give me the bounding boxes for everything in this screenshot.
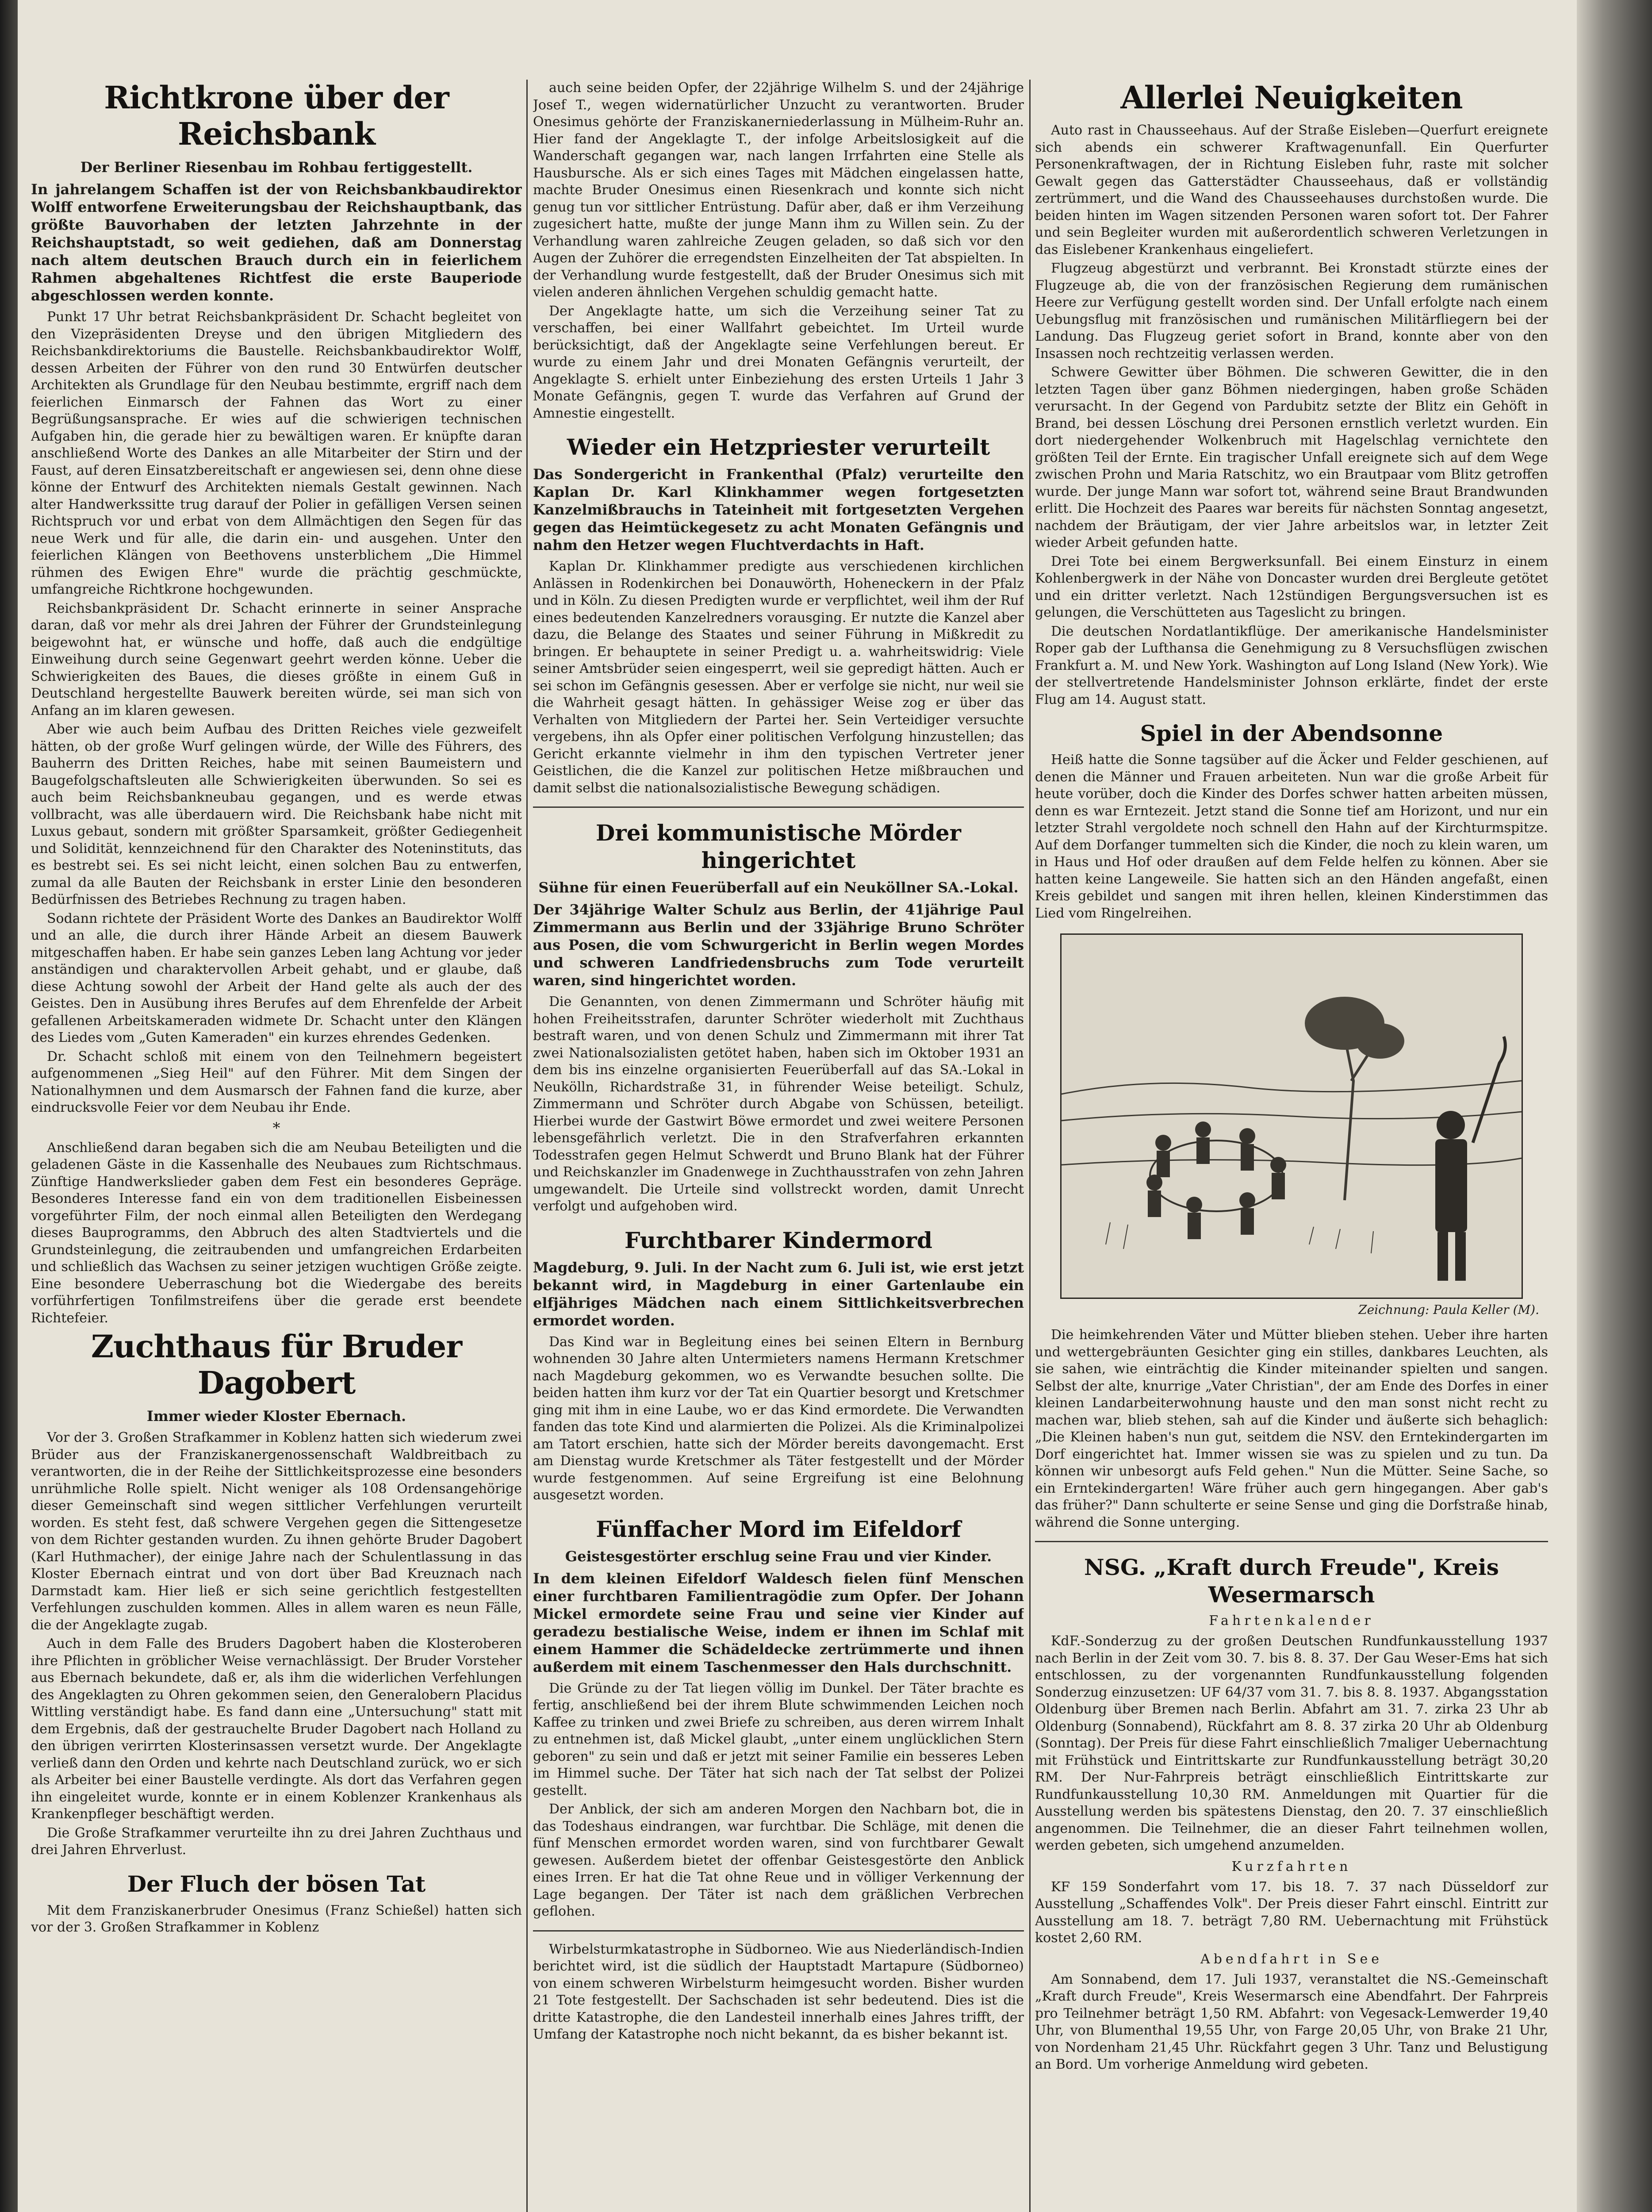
article-paragraph: Sodann richtete der Präsident Worte des Dankes an Baudirektor Wolff und an alle, die durch ihrer Hände Arbeit an diesem Bauwerk mitgeschaffen haben. Er habe sein ganzes Leben lang Achtung vor jeder anständigen und charaktervollen Arbeit gehabt, und er glaube, daß diese Achtung sowohl der Arbeit der Hand gelte als auch der des Geistes. Den in Ausübung ihres Berufes auf dem Ehrenfelde der Arbeit gefallenen Arbeitskameraden widmete Dr. Schacht unter den Klängen des Liedes vom „Guten Kameraden" ein kurzes ehrendes Gedenken. [31,910,522,1045]
lead-paragraph: In dem kleinen Eifeldorf Waldesch fielen fünf Menschen einer furchtbaren Familientragödie zum Opfer. Der Johann Mickel ermordete seine Frau und seine vier Kinder auf geradezu bestialische Weise, indem er ihnen im Schlaf mit einem Hammer die Schädeldecke zertrümmerte und ihnen außerdem mit einem Taschenmesser den Hals durchschnitt. [533,1570,1024,1675]
article-paragraph: Dr. Schacht schloß mit einem von den Teilnehmern begeistert aufgenommenen „Sieg Heil" auf den Führer. Mit dem Singen der Nationalhymnen und dem Ausmarsch der Fahnen fand die kurze, aber eindrucksvolle Feier vor dem Neubau ihr Ende. [31,1048,522,1115]
article-paragraph: Wirbelsturmkatastrophe in Südborneo. Wie aus Niederländisch-Indien berichtet wird, ist die südlich der Hauptstadt Martapure (Südborneo) von einem schweren Wirbelsturm heimgesucht worden. Bisher wurden 21 Tote festgestellt. Der Sachschaden ist sehr bedeutend. Dies ist die dritte Katastrophe, die den Landesteil innerhalb eines Jahres trifft, der Umfang der Katastrophe noch nicht bekannt, da es bisher bekannt ist. [533,1941,1024,2042]
kdf-item: KdF.-Sonderzug zu der großen Deutschen Rundfunkausstellung 1937 nach Berlin in der Zeit vom 30. 7. bis 8. 8. 37. Der Gau Weser-Ems hat sich entschlossen, zu der vorgenannten Rundfunkausstellung folgenden Sonderzug einzusetzen: UF 64/37 vom 31. 7. bis 8. 8. 1937. Abgangsstation Oldenburg über Bremen nach Berlin. Abfahrt am 31. 7. zirka 23 Uhr ab Oldenburg (Sonnabend), Rückfahrt am 8. 8. 37 zirka 20 Uhr ab Oldenburg (Sonntag). Der Preis für diese Fahrt einschließlich 7maliger Uebernachtung mit Frühstück und Eintrittskarte zur Rundfunkausstellung beträgt 30,20 RM. Der Nur-Fahrpreis beträgt einschließlich Eintrittskarte zur Rundfunkausstellung 10,30 RM. Anmeldungen mit Quartier für die Ausstellung werden bis spätestens Dienstag, den 20. 7. 37 einschließlich angenommen. Die Teilnehmer, die an dieser Fahrt teilnehmen wollen, werden gebeten, sich umgehend anzumelden. [1035,1633,1548,1853]
section-star: * [272,1119,280,1137]
illustration-caption: Zeichnung: Paula Keller (M). [1358,1302,1539,1317]
headline-eifeldorf: Fünffacher Mord im Eifeldorf [596,1516,961,1542]
article-paragraph: Mit dem Franziskanerbruder Onesimus (Franz Schießel) hatten sich vor der 3. Großen Strafkammer in Koblenz [31,1902,522,1935]
article-paragraph: Die Genannten, von denen Zimmermann und Schröter häufig mit hohen Freiheitsstrafen, darunter Schröter wiederholt mit Zuchthaus bestraft waren, und von denen Schulz und Zimmermann mit ihrer Tat zwei Nationalsozialisten getötet haben, haben sich im Oktober 1931 an dem bis ins einzelne organisierten Feuerüberfall auf das SA.-Lokal in Neukölln, Richardstraße 31, in führender Weise beteiligt. Schulz, Zimmermann und Schröter durch Abgabe von Schüssen, beteiligt. Hierbei wurde der Gastwirt Böwe ermordet und zwei weitere Personen lebensgefährlich verletzt. Die in den Strafverfahren erkannten Todesstrafen gegen Helmut Schwerdt und Bruno Blank hat der Führer und Reichskanzler im Gnadenwege in Zuchthausstrafen von zehn Jahren umgewandelt. Die Urteile sind vollstreckt worden, damit Unrecht verfolgt und aufgehoben wird. [533,994,1024,1214]
column-2 [533,80,1024,2212]
column-rule [1029,80,1031,2212]
article-paragraph: Kaplan Dr. Klinkhammer predigte aus verschiedenen kirchlichen Anlässen in Rodenkirchen bei Donauwörth, Hoheneckern in der Pfalz und in Köln. Zu diesen Predigten wurde er verpflichtet, weil ihm der Ruf eines bedeutenden Kanzelredners vorausging. Er nutzte die Kanzel aber dazu, die Belange des Staates und seiner Führung in Mißkredit zu bringen. Er behauptete in seiner Predigt u. a. wahrheitswidrig: Viele seiner Amtsbrüder seien eingesperrt, weil sie gepredigt hätten. Auch er sei schon im Gefängnis gesessen. Aber er verfolge sie nicht, nur weil sie die Wahrheit gesagt hätten. In gehässiger Weise zog er über das Verhalten von Mitgliedern der Partei her. Sein Verteidiger versuchte vergebens, ihn als Opfer einer politischen Verfolgung hinzustellen; das Gericht erkannte vielmehr in ihm den typischen Vertreter jener Geistlichen, die die Kanzel zur politischen Hetze mißbrauchen und damit selbst die nationalsozialistische Bewegung schädigen. [533,559,1024,796]
subheadline: Sühne für einen Feuerüberfall auf ein Neuköllner SA.-Lokal. [538,879,1019,896]
subheadline: Der Berliner Riesenbau im Rohbau fertiggestellt. [80,159,473,176]
article-paragraph: Punkt 17 Uhr betrat Reichsbankpräsident Dr. Schacht begleitet von den Vizepräsidenten Dreyse und den übrigen Mitgliedern des Reichsbankdirektoriums die Baustelle. Reichsbankbaudirektor Wolff, dessen Arbeiten der Führer von den rund 30 Entwürfen deutscher Architekten als Grundlage für den Neubau bestimmte, ergriff nach dem feierlichen Einmarsch der Fahnen das Wort zu einer Begrüßungsansprache. Er wies auf die schwierigen technischen Aufgaben hin, die gerade hier zu bewältigen waren. Er knüpfte daran anschließend Worte des Dankes an alle Mitarbeiter der Stirn und der Faust, auf deren Einsatzbereitschaft er angewiesen sei, denn ohne diese könne der Entwurf des Architekten niemals Gestalt gewinnen. Nach alter Handwerkssitte trug darauf der Polier in gefälligen Versen seinen Richtspruch vor und erbat von dem Allmächtigen den Segen für das neue Werk und für alle, die darin ein- und ausgehen. Unter den feierlichen Klängen von Beethovens unsterblichem „Die Himmel rühmen des Ewigen Ehre" wurde die prächtig geschmückte, umfangreiche Richtkrone hochgewunden. [31,309,522,597]
lead-paragraph: Das Sondergericht in Frankenthal (Pfalz) verurteilte den Kaplan Dr. Karl Klinkhammer wegen fortgesetzten Kanzelmißbrauchs in Tateinheit mit fortgesetzten Vergehen gegen das Heimtückegesetz zu acht Monaten Gefängnis und nahm den Hetzer wegen Fluchtverdachts in Haft. [533,466,1024,553]
headline-kdf: NSG. „Kraft durch Freude", Kreis Wesermarsch [1084,1554,1499,1608]
subheadline: Immer wieder Kloster Ebernach. [146,1408,406,1425]
illustration-children-ring-dance [1060,933,1523,1299]
article-paragraph: Auch in dem Falle des Bruders Dagobert haben die Klosteroberen ihre Pflichten in gröblicher Weise vernachlässigt. Der Bruder Vorsteher aus Ebernach bekundete, daß er, als ihm die widerlichen Verfehlungen des Angeklagten zu Ohren gekommen seien, den Generalobern Placidus Wittling verständigt habe. Es fand dann eine „Untersuchung" statt mit dem Ergebnis, daß der gestrauchelte Bruder Dagobert nach Holland zu den übrigen verirrten Klosterinsassen versetzt wurde. Der Angeklagte verließ dann den Orden und kehrte nach Deutschland zurück, wo er sich als Arbeiter bei einer Baustelle verdingte. Als dort das Verfahren gegen ihn eingeleitet wurde, konnte er in einem Koblenzer Krankenhaus als Krankenpfleger beschäftigt werden. [31,1636,522,1822]
kdf-section-label: Abendfahrt in See [1200,1951,1383,1967]
article-paragraph: Heiß hatte die Sonne tagsüber auf die Äcker und Felder geschienen, auf denen die Männer und Frauen arbeiteten. Nun war die große Arbeit für heute vorüber, doch die Kinder des Dorfes schwer hatten arbeiten müssen, denn es war Erntezeit. Jetzt stand die Sonne tief am Horizont, und nur ein letzter Strahl vergoldete noch schnell den Hahn auf der Kirchturmspitze. Auf dem Dorfanger tummelten sich die Kinder, die noch zu klein waren, um in Haus und Hof oder draußen auf dem Felde helfen zu können. Aber sie hatten keine Langeweile. Sie hatten sich an den Händen angefaßt, einen Kreis gebildet und sangen mit ihren hellen, kleinen Kinderstimmen das Lied vom Ringelreihen. [1035,752,1548,921]
article-paragraph: Aber wie auch beim Aufbau des Dritten Reiches viele gezweifelt hätten, ob der große Wurf gelingen würde, der Wille des Führers, des Bauherrn des Dritten Reiches, habe mit seinen Baumeistern und Baugefolgschaftsleuten alle Schwierigkeiten überwunden. So sei es auch beim Reichsbankneubau gegangen, und es werde etwas vollbracht, was alle überdauern wird. Die Reichsbank habe nicht mit Luxus gebaut, sondern mit größter Sparsamkeit, größter Gediegenheit und Solidität, kennzeichnend für den Charakter des Noteninstituts, das es bestrebt sei. Es sei nicht leicht, einen solchen Bau zu entwerfen, zumal da alle Bauten der Reichsbank in erster Linie den besonderen Bedürfnissen des Betriebes Rechnung zu tragen haben. [31,722,522,907]
kdf-subtitle: Fahrtenkalender [1209,1613,1374,1628]
article-paragraph: Die Große Strafkammer verurteilte ihn zu drei Jahren Zuchthaus und drei Jahren Ehrverlust. [31,1825,522,1858]
headline-fluch: Der Fluch der bösen Tat [127,1870,426,1897]
subheadline: Geistesgestörter erschlug seine Frau und vier Kinder. [565,1548,992,1565]
article-paragraph: Anschließend daran begaben sich die am Neubau Beteiligten und die geladenen Gäste in die Kassenhalle des Neubaues zum Richtschmaus. Zünftige Handwerkslieder gaben dem Fest ein besonderes Gepräge. Besonderes Interesse fand ein von dem traditionellen Eisbeinessen vorgeführter Film, der noch einmal allen Beteiligten den Werdegang dieses Bauprogramms, den Abbruch des alten Stadtviertels und die Grundsteinlegung, die zeitraubenden und umfangreichen Erdarbeiten und schließlich das Wachsen zu seiner jetzigen wuchtigen Größe zeigte. Eine besondere Ueberraschung bot die Wiedergabe des bereits vorführfertigen Tonfilmstreifens über die gerade erst beendete Richtefeier. [31,1140,522,1326]
newspaper-page [18,0,1577,2212]
news-item: Auto rast in Chausseehaus. Auf der Straße Eisleben—Querfurt ereignete sich abends ein schwerer Kraftwagenunfall. Ein Querfurter Personenkraftwagen, der in Richtung Eisleben fuhr, raste mit solcher Gewalt gegen das Gatterstädter Chausseehaus, daß er vollständig zertrümmert, und die Wand des Chausseehauses durchstoßen wurde. Die beiden hinten im Wagen sitzenden Personen waren sofort tot. Der Fahrer und sein Begleiter wurden mit außerordentlich schweren Verletzungen in das Eislebener Krankenhaus eingeliefert. [1035,123,1548,257]
headline-kindermord: Furchtbarer Kindermord [625,1227,932,1253]
headline-richtkrone: Richtkrone über der Reichsbank [104,80,449,152]
kdf-item: KF 159 Sonderfahrt vom 17. bis 18. 7. 37 nach Düsseldorf zur Ausstellung „Schaffendes Volk". Der Preis dieser Fahrt einschl. Eintritt zur Ausstellung am 18. 7. beträgt 7,80 RM. Uebernachtung mit Frühstück kostet 2,60 RM. [1035,1879,1548,1946]
article-paragraph: Der Anblick, der sich am anderen Morgen den Nachbarn bot, die in das Todeshaus eindrangen, war furchtbar. Die Schläge, mit denen die fünf Menschen ermordet worden waren, sind von furchtbarer Gewalt gewesen. Außerdem bietet der offenbar Geistesgestörte den Anblick eines Irren. Er hat die Tat ohne Reue und in völliger Verkennung der Lage begangen. Der Täter ist nach dem gräßlichen Verbrechen geflohen. [533,1801,1024,1919]
column-1 [31,80,522,2212]
column-3 [1035,80,1548,2212]
book-binding-left [0,0,18,2212]
article-paragraph: Die heimkehrenden Väter und Mütter blieben stehen. Ueber ihre harten und wettergebräunten Gesichter ging ein stilles, dankbares Leuchten, als sie sahen, wie einträchtig die Kinder miteinander spielten und sangen. Selbst der alte, knurrige „Vater Christian", der am Ende des Dorfes in einer kleinen Landarbeiterwohnung hauste und den man sonst nicht recht zu machen war, blieb stehen, sah auf die Kinder und äußerte sich behaglich: „Die Kleinen haben's nun gut, seitdem die NSV. den Erntekindergarten im Dorf eingerichtet hat. Immer wissen sie was zu spielen und zu tun. Da können wir unbesorgt aufs Feld gehen." Nun die Mütter. Seine Sache, so ein Erntekindergarten! Wäre früher auch gern hingegangen. Aber gab's das früher?" Dann schulterte er seine Sense und ging die Dorfstraße hinab, während die Sonne unterging. [1035,1327,1548,1530]
headline-moerder: Drei kommunistische Mörder hingerichtet [596,820,961,873]
lead-paragraph: Magdeburg, 9. Juli. In der Nacht zum 6. Juli ist, wie erst jetzt bekannt wird, in Magdeburg in einer Gartenlaube ein elfjähriges Mädchen nach einem Sittlichkeitsverbrechen ermordet worden. [533,1259,1024,1329]
headline-dagobert: Zuchthaus für Bruder Dagobert [91,1328,462,1401]
kdf-item: Am Sonnabend, dem 17. Juli 1937, veranstaltet die NS.-Gemeinschaft „Kraft durch Freude", Kreis Wesermarsch eine Abendfahrt. Der Fahrpreis pro Teilnehmer beträgt 1,50 RM. Abfahrt: von Vegesack-Lemwerder 19,40 Uhr, von Blumenthal 19,55 Uhr, von Farge 20,05 Uhr, von Brake 21 Uhr, von Nordenham 21,45 Uhr. Rückfahrt gegen 3 Uhr. Tanz und Belustigung an Bord. Um vorherige Anmeldung wird gebeten. [1035,1971,1548,2072]
article-paragraph: auch seine beiden Opfer, der 22jährige Wilhelm S. und der 24jährige Josef T., wegen widernatürlicher Unzucht zu verantworten. Bruder Onesimus gehörte der Franziskanerniederlassung in Mülheim-Ruhr an. Hier fand der Angeklagte T., der infolge Arbeitslosigkeit auf die Wanderschaft gegangen war, nach langen Irrfahrten eine Stelle als Hausbursche. Als er sich eines Tages mit Mädchen eingelassen hatte, machte Bruder Onesimus einen Riesenkrach und konnte sich nicht genug tun vor sittlicher Entrüstung. Dafür aber, daß er ihm Verzeihung zugesichert hatte, mußte der junge Mann ihm zu Willen sein. Zu der Verhandlung waren zahlreiche Zeugen geladen, so daß sich vor den Augen der Zuhörer die erregendsten Einzelheiten der Tat abspielten. In der Verhandlung wurde festgestellt, daß der Bruder Onesimus sich mit vielen anderen ähnlichen Vergehen schuldig gemacht hatte. [533,80,1024,300]
kdf-section-label: Kurzfahrten [1231,1859,1352,1874]
news-item: Die deutschen Nordatlantikflüge. Der amerikanische Handelsminister Roper gab der Lufthansa die Genehmigung zu 8 Versuchsflügen zwischen Frankfurt a. M. und New York. Washington auf Long Island (New York). Wie der stellvertretende Handelsminister Johnson erklärte, findet der erste Flug am 14. August statt. [1035,623,1548,707]
headline-hetzpriester: Wieder ein Hetzpriester verurteilt [567,434,990,460]
news-item: Flugzeug abgestürzt und verbrannt. Bei Kronstadt stürzte eines der Flugzeuge ab, die von der französischen Regierung dem rumänischen Heere zur Verfügung gestellt worden sind. Der Unfall erfolgte nach einem Uebungsflug mit französischen und rumänischen Militärfliegern bei der Landung. Das Flugzeug geriet sofort in Brand, konnte aber von den Insassen noch rechtzeitig verlassen werden. [1035,261,1548,361]
article-paragraph: Reichsbankpräsident Dr. Schacht erinnerte in seiner Ansprache daran, daß vor mehr als drei Jahren der Führer der Grundsteinlegung beigewohnt hat, er wünsche und hoffe, daß auch die endgültige Einweihung durch seine Gegenwart geehrt werden könne. Ueber die Schwierigkeiten des Baues, die dieses größte in einem Guß in Deutschland hergestellte Bauwerk bereiten würde, sei man sich von Anfang an im klaren gewesen. [31,600,522,718]
news-item: Schwere Gewitter über Böhmen. Die schweren Gewitter, die in den letzten Tagen über ganz Böhmen niedergingen, haben große Schäden verursacht. In der Gegend von Pardubitz setzte der Blitz ein Gehöft in Brand, bei dessen Löschung drei Personen ernstlich verletzt wurden. Ein dort niedergehender Wolkenbruch mit Hagelschlag vernichtete den größten Teil der Ernte. Ein tragischer Unfall ereignete sich auf dem Wege zwischen Prohn und Maria Ratschitz, wo ein Brautpaar vom Blitz getroffen wurde. Der junge Mann war sofort tot, während seine Braut Brandwunden erlitt. Die Hochzeit des Paares war bereits für nächsten Sonntag angesetzt, nachdem der Bräutigam, der vier Jahre arbeitslos war, in letzter Zeit wieder Arbeit gefunden hatte. [1035,365,1548,550]
book-binding-right [1577,0,1652,2212]
lead-paragraph: Der 34jährige Walter Schulz aus Berlin, der 41jährige Paul Zimmermann aus Berlin und der 33jährige Bruno Schröter aus Posen, die vom Schwurgericht in Berlin wegen Mordes und schweren Landfriedensbruchs zum Tode verurteilt waren, sind hingerichtet worden. [533,901,1024,989]
section-divider [533,806,1024,808]
article-paragraph: Das Kind war in Begleitung eines bei seinen Eltern in Bernburg wohnenden 30 Jahre alten Untermieters namens Hermann Kretschmer nach Magdeburg gekommen, wo es Verwandte besuchen sollte. Die beiden hatten ihm kurz vor der Tat ein Quartier besorgt und Kretschmer ging mit ihm in eine Laube, wo er das Kind ermordete. Die Verwandten fanden das tote Kind und alarmierten die Polizei. Als die Kriminalpolizei am Tatort erschien, hatte sich der Mörder bereits davongemacht. Erst am Dienstag wurde Kretschmer als Täter festgestellt und der Mörder wurde festgenommen. Auf seine Ergreifung ist eine Belohnung ausgesetzt worden. [533,1334,1024,1503]
article-paragraph: Die Gründe zu der Tat liegen völlig im Dunkel. Der Täter brachte es fertig, anschließend bei der ihrem Blute schwimmenden Leichen noch Kaffee zu trinken und zwei Briefe zu schreiben, aus deren wirrem Inhalt zu entnehmen ist, daß Mickel glaubt, „unter einem unglücklichen Stern geboren" zu sein und daß er jetzt mit seiner Familie ein besseres Leben im Himmel suche. Der Täter hat sich nach der Tat selbst der Polizei gestellt. [533,1680,1024,1798]
article-paragraph: Der Angeklagte hatte, um sich die Verzeihung seiner Tat zu verschaffen, bei einer Wallfahrt gebeichtet. Im Urteil wurde berücksichtigt, daß der Angeklagte seine Verfehlungen bereut. Er wurde zu einem Jahr und drei Monaten Gefängnis verurteilt, der Angeklagte S. erhielt unter Einbeziehung des ersten Urteils 1 Jahr 3 Monate Gefängnis, gegen T. wurde das Verfahren auf Grund der Amnestie eingestellt. [533,303,1024,421]
article-paragraph: Vor der 3. Großen Strafkammer in Koblenz hatten sich wiederum zwei Brüder aus der Franziskanergenossenschaft Waldbreitbach zu verantworten, die in der Reihe der Sittlichkeitsprozesse eine besonders unrühmliche Rolle spielt. Nicht weniger als 108 Ordensangehörige dieser Gemeinschaft sind wegen sittlicher Verfehlungen verurteilt worden. Es steht fest, daß schwere Vergehen gegen die Sittengesetze von dem Richter gestanden wurden. Zu ihnen gehörte Bruder Dagobert (Karl Huthmacher), der einige Jahre nach der Schulentlassung in das Kloster Ebernach eintrat und von dort über Bad Kreuznach nach Darmstadt kam. Hier ließ er sich seine gerichtlich festgestellten Verfehlungen zuschulden kommen. Alles in allem waren es neun Fälle, die der Angeklagte zugab. [31,1430,522,1633]
headline-spiel: Spiel in der Abendsonne [1140,720,1443,746]
column-rule [526,80,528,2212]
section-divider [533,1930,1024,1932]
section-divider [1035,1541,1548,1542]
headline-allerlei: Allerlei Neuigkeiten [1120,80,1463,116]
news-item: Drei Tote bei einem Bergwerksunfall. Bei einem Einsturz in einem Kohlenbergwerk in der Nähe von Doncaster wurden drei Bergleute getötet und ein dritter verletzt. Nach 12stündigen Bergungsversuchen ist es gelungen, die Verschütteten aus Tageslicht zu bringen. [1035,553,1548,620]
lead-paragraph: In jahrelangem Schaffen ist der von Reichsbankbaudirektor Wolff entworfene Erweiterungsbau der Reichshauptbank, das größte Bauvorhaben der letzten Jahrzehnte in der Reichshauptstadt, so weit gediehen, daß am Donnerstag nach altem deutschen Brauch durch ein in feierlichem Rahmen abgehaltenes Richtfest die erste Bauperiode abgeschlossen werden konnte. [31,181,522,304]
